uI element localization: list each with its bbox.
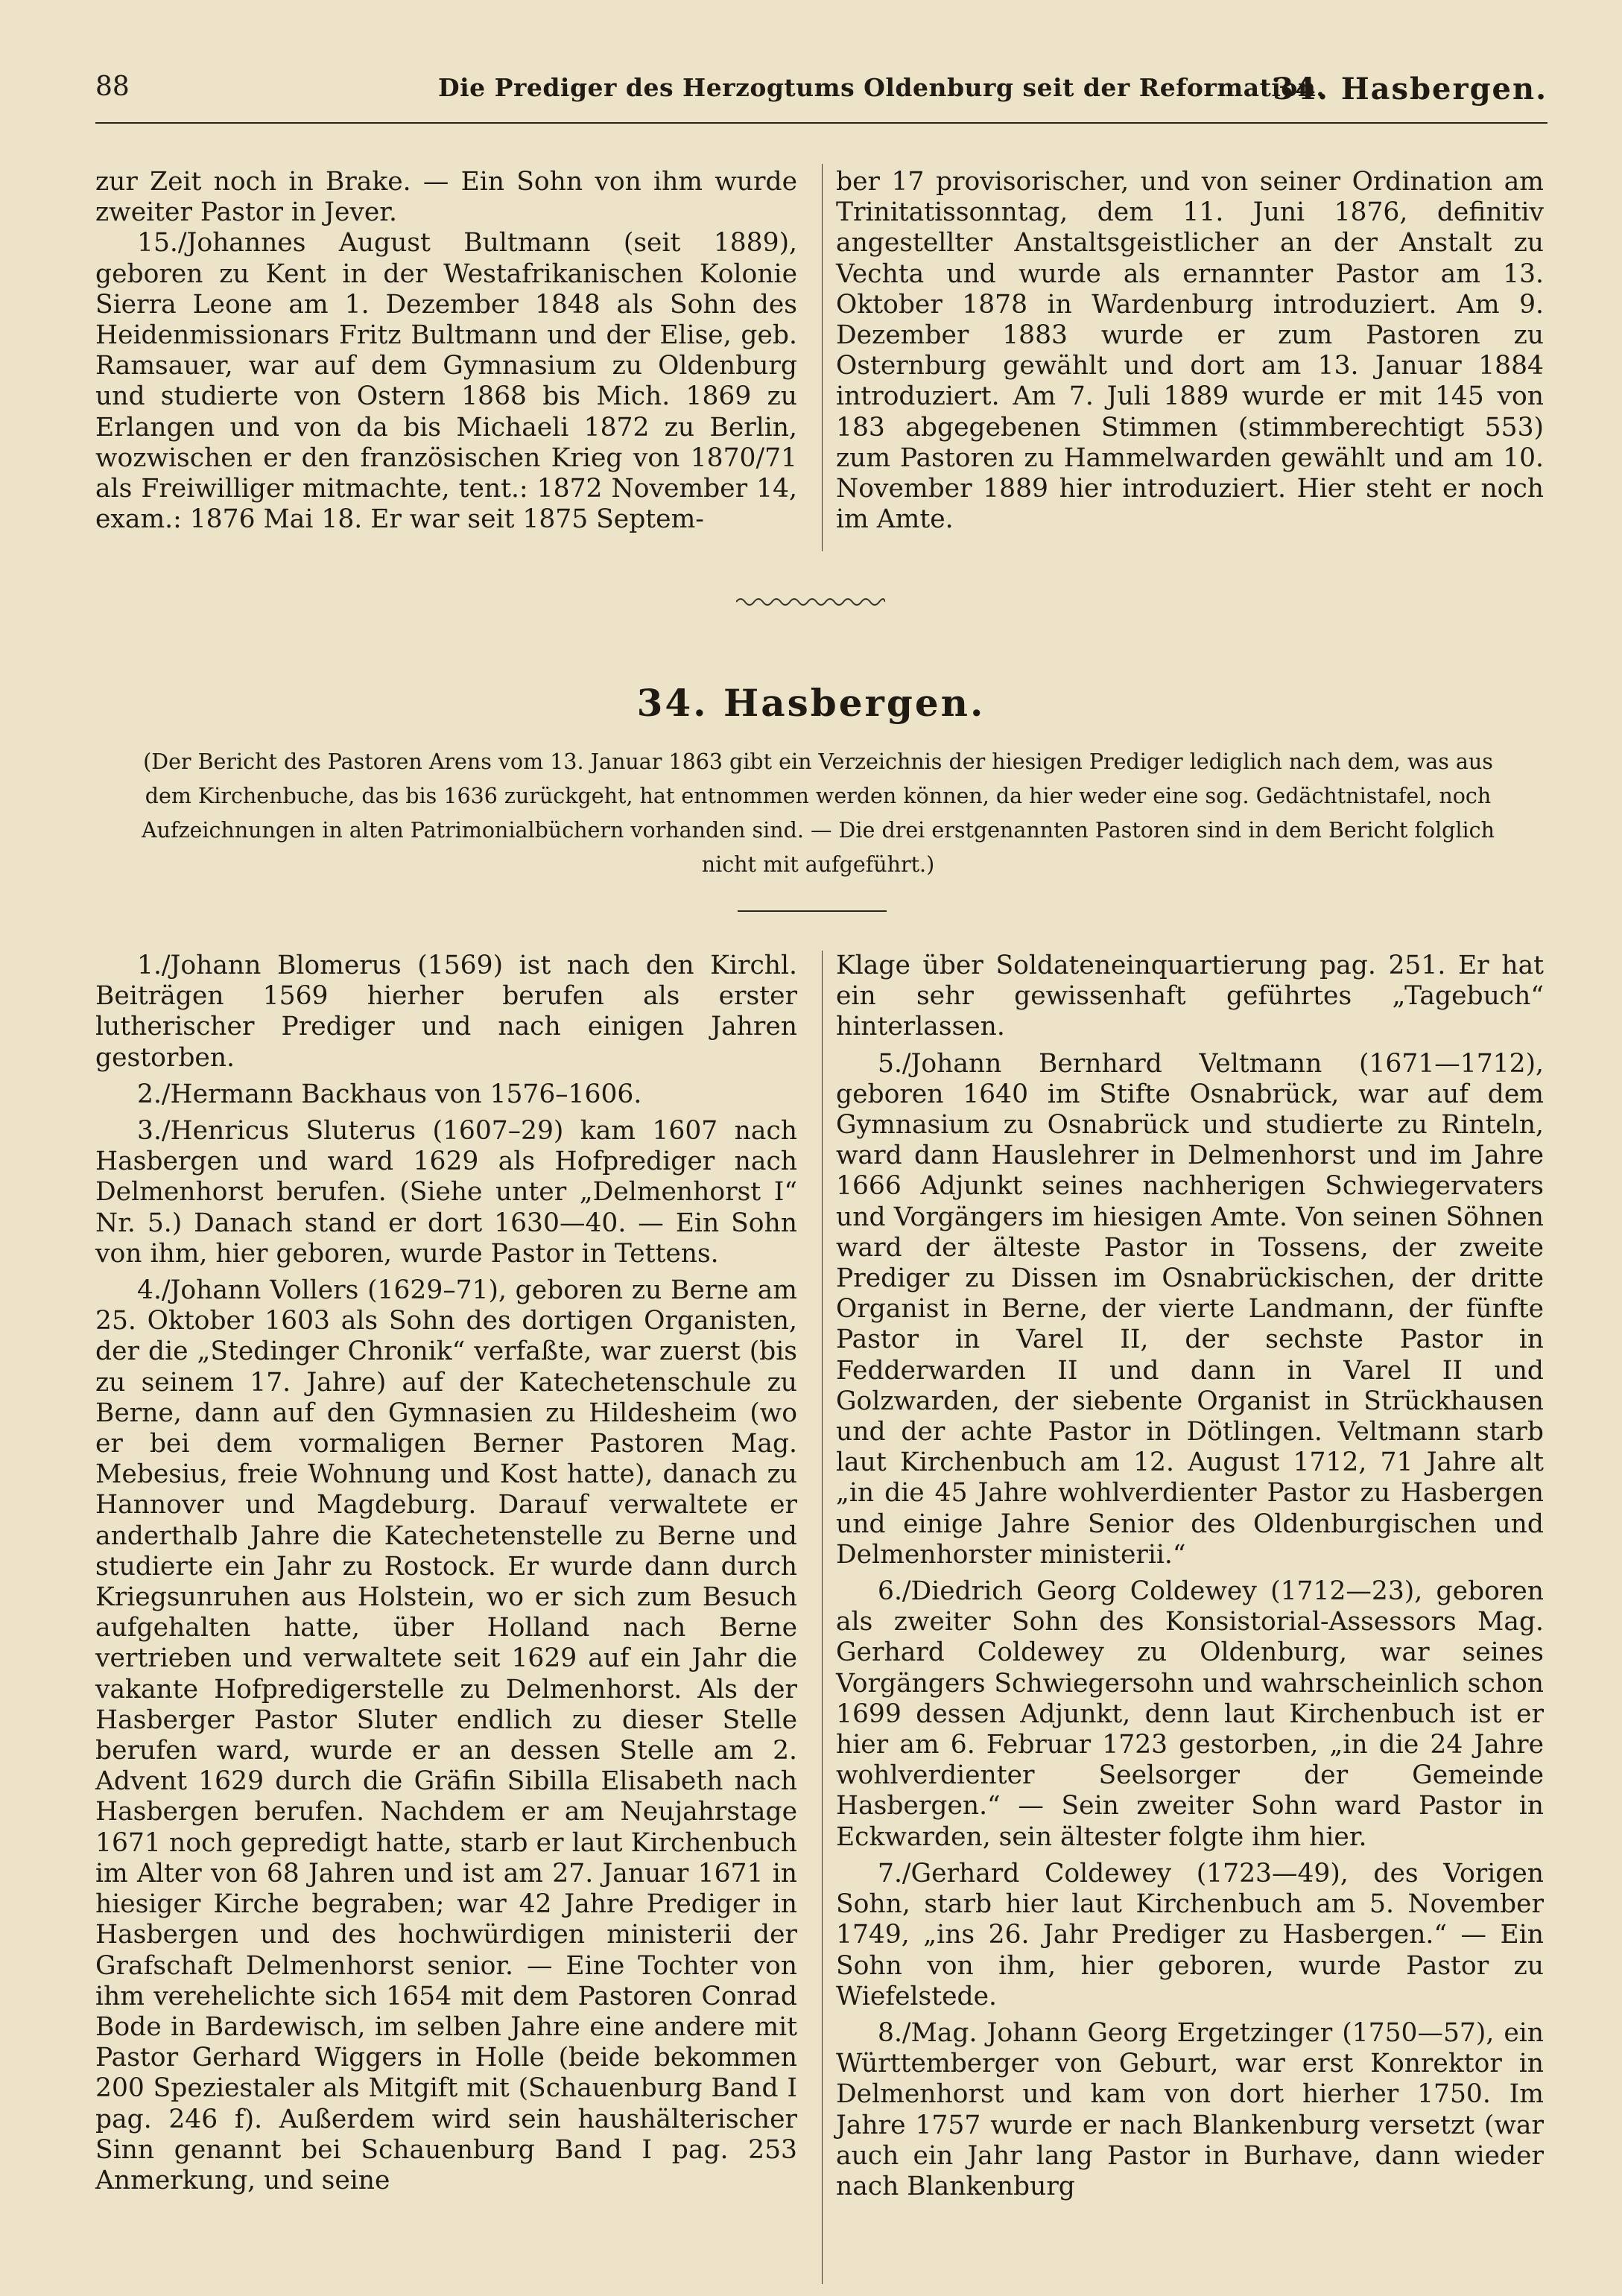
paragraph: 15./Johannes August Bultmann (seit 1889), geboren zu Kent in der Westafrikanischen Kolonie Sierra Leone am 1. Dezember 1848 als Sohn des Heidenmissionars Fritz Bultmann und der Elise, geb. Ramsauer, war auf dem Gymnasium zu Oldenburg und studierte von Ostern 1868 bis Mich. 1869 zu Erlangen und von da bis Michaeli 1872 zu Berlin, wozwischen er den französischen Krieg von 1870/71 als Freiwilliger mitmachte, tent.: 1872 November 14, exam.: 1876 Mai 18. Er war seit 1875 Septem- bbox=[95, 228, 797, 535]
paragraph: 7./Gerhard Coldewey (1723—49), des Vorigen Sohn, starb hier laut Kirchenbuch am 5. November 1749, „ins 26. Jahr Prediger zu Hasbergen.“ — Ein Sohn von ihm, hier geboren, wurde Pastor zu Wiefelstede. bbox=[836, 1858, 1544, 2011]
paragraph: ber 17 provisorischer, und von seiner Ordination am Trinitatissonntag, dem 11. Juni 1876, definitiv angestellter Anstaltsgeistlicher an der Anstalt zu Vechta und wurde als ernannter Pastor am 13. Oktober 1878 in Wardenburg introduziert. Am 9. Dezember 1883 wurde er zum Pastoren zu Osternburg gewählt und dort am 13. Januar 1884 introduziert. Am 7. Juli 1889 wurde er mit 145 von 183 abgegebenen Stimmen (stimmberechtigt 553) zum Pastoren zu Hammelwarden gewählt und am 10. November 1889 hier introduziert. Hier steht er noch im Amte. bbox=[836, 167, 1544, 535]
paragraph: 2./Hermann Backhaus von 1576–1606. bbox=[137, 1079, 642, 1109]
short-rule bbox=[738, 910, 887, 912]
column-divider bbox=[822, 164, 823, 551]
top-right-column bbox=[836, 167, 1544, 535]
section-note: (Der Bericht des Pastoren Arens vom 13. Januar 1863 gibt ein Verzeichnis der hiesigen Prediger lediglich nach dem, was aus dem Kirchenbuche, das bis 1636 zurückgeht, hat entnommen werden können, da hier weder eine sog. Gedächtnistafel, noch Aufzeichnungen in alten Patrimonialbüchern vorhanden sind. — Die drei erstgenannten Pastoren sind in dem Bericht folglich nicht mit aufgeführt.) bbox=[142, 749, 1495, 877]
paragraph: 6./Diedrich Georg Coldewey (1712—23), geboren als zweiter Sohn des Konsistorial-Assessors Mag. Gerhard Coldewey zu Oldenburg, war seines Vorgängers Schwiegersohn und wahrscheinlich schon 1699 dessen Adjunkt, denn laut Kirchenbuch ist er hier am 6. Februar 1723 gestorben, „in die 24 Jahre wohlverdienter Seelsorger der Gemeinde Hasbergen.“ — Sein zweiter Sohn ward Pastor in Eckwarden, sein ältester folgte ihm hier. bbox=[836, 1576, 1544, 1852]
bottom-left-column bbox=[95, 951, 797, 2196]
paragraph: zur Zeit noch in Brake. — Ein Sohn von ihm wurde zweiter Pastor in Jever. bbox=[95, 167, 797, 228]
paragraph: 3./Henricus Sluterus (1607–29) kam 1607 nach Hasbergen und ward 1629 als Hofprediger nach Delmenhorst berufen. (Siehe unter „Delmenhorst I“ Nr. 5.) Danach stand er dort 1630—40. — Ein Sohn von ihm, hier geboren, wurde Pastor in Tettens. bbox=[95, 1116, 797, 1269]
page-number: 88 bbox=[95, 72, 130, 102]
ornament-divider bbox=[736, 594, 885, 610]
running-section: 34. Hasbergen. bbox=[1273, 72, 1547, 107]
paragraph: 5./Johann Bernhard Veltmann (1671—1712), geboren 1640 im Stifte Osnabrück, war auf dem Gymnasium zu Osnabrück und studierte zu Rinteln, ward dann Hauslehrer in Delmenhorst und im Jahre 1666 Adjunkt seines nachherigen Schwiegervaters und Vorgängers im hiesigen Amte. Von seinen Söhnen ward der älteste Pastor in Tossens, der zweite Prediger zu Dissen im Osnabrückischen, der dritte Organist in Berne, der vierte Landmann, der fünfte Pastor in Varel II, der sechste Pastor in Fedderwarden II und dann in Varel II und Golzwarden, der siebente Organist in Strückhausen und der achte Pastor in Dötlingen. Veltmann starb laut Kirchenbuch am 12. August 1712, 71 Jahre alt „in die 45 Jahre wohlverdienter Pastor zu Hasbergen und einige Jahre Senior des Oldenburgischen und Delmenhorster ministerii.“ bbox=[836, 1048, 1544, 1570]
paragraph: 8./Mag. Johann Georg Ergetzinger (1750—57), ein Württemberger von Geburt, war erst Konrektor in Delmenhorst und kam von dort hierher 1750. Im Jahre 1757 wurde er nach Blankenburg versetzt (war auch ein Jahr lang Pastor in Burhave, dann wieder nach Blankenburg bbox=[836, 2017, 1544, 2201]
top-left-column bbox=[95, 167, 797, 535]
section-title: 34. Hasbergen. bbox=[636, 681, 986, 725]
page-header bbox=[95, 72, 1547, 113]
paragraph: 4./Johann Vollers (1629–71), geboren zu Berne am 25. Oktober 1603 als Sohn des dortigen Organisten, der die „Stedinger Chronik“ verfaßte, war zuerst (bis zu seinem 17. Jahre) auf der Katechetenschule zu Berne, dann auf den Gymnasien zu Hildesheim (wo er bei dem vormaligen Berner Pastoren Mag. Mebesius, freie Wohnung und Kost hatte), danach zu Hannover und Magdeburg. Darauf verwaltete er anderthalb Jahre die Katechetenstelle zu Berne und studierte ein Jahr zu Rostock. Er wurde dann durch Kriegsunruhen aus Holstein, wo er sich zum Besuch aufgehalten hatte, über Holland nach Berne vertrieben und verwaltete seit 1629 auf ein Jahr die vakante Hofpredigerstelle zu Delmenhorst. Als der Hasberger Pastor Sluter endlich zu dieser Stelle berufen ward, wurde er an dessen Stelle am 2. Advent 1629 durch die Gräfin Sibilla Elisabeth nach Hasbergen berufen. Nachdem er am Neujahrstage 1671 noch gepredigt hatte, starb er laut Kirchenbuch im Alter von 68 Jahren und ist am 27. Januar 1671 in hiesiger Kirche begraben; war 42 Jahre Prediger in Hasbergen und des hochwürdigen ministerii der Grafschaft Delmenhorst senior. — Eine Tochter von ihm verehelichte sich 1654 mit dem Pastoren Conrad Bode in Bardewisch, im selben Jahre eine andere mit Pastor Gerhard Wiggers in Holle (beide bekommen 200 Speziestaler als Mitgift mit (Schauenburg Band I pag. 246 f). Außerdem wird sein haushälterischer Sinn genannt bei Schauenburg Band I pag. 253 Anmerkung, und seine bbox=[95, 1275, 797, 2195]
header-rule bbox=[95, 122, 1547, 124]
paragraph: 1./Johann Blomerus (1569) ist nach den Kirchl. Beiträgen 1569 hierher berufen als erster lutherischer Prediger und nach einigen Jahren gestorben. bbox=[95, 951, 797, 1073]
running-title: Die Prediger des Herzogtums Oldenburg seit der Reformation. bbox=[438, 73, 1325, 102]
paragraph: Klage über Soldateneinquartierung pag. 251. Er hat ein sehr gewissenhaft geführtes „Tagebuch“ hinterlassen. bbox=[836, 951, 1544, 1042]
column-divider bbox=[822, 951, 823, 2284]
bottom-right-column bbox=[836, 951, 1544, 2202]
